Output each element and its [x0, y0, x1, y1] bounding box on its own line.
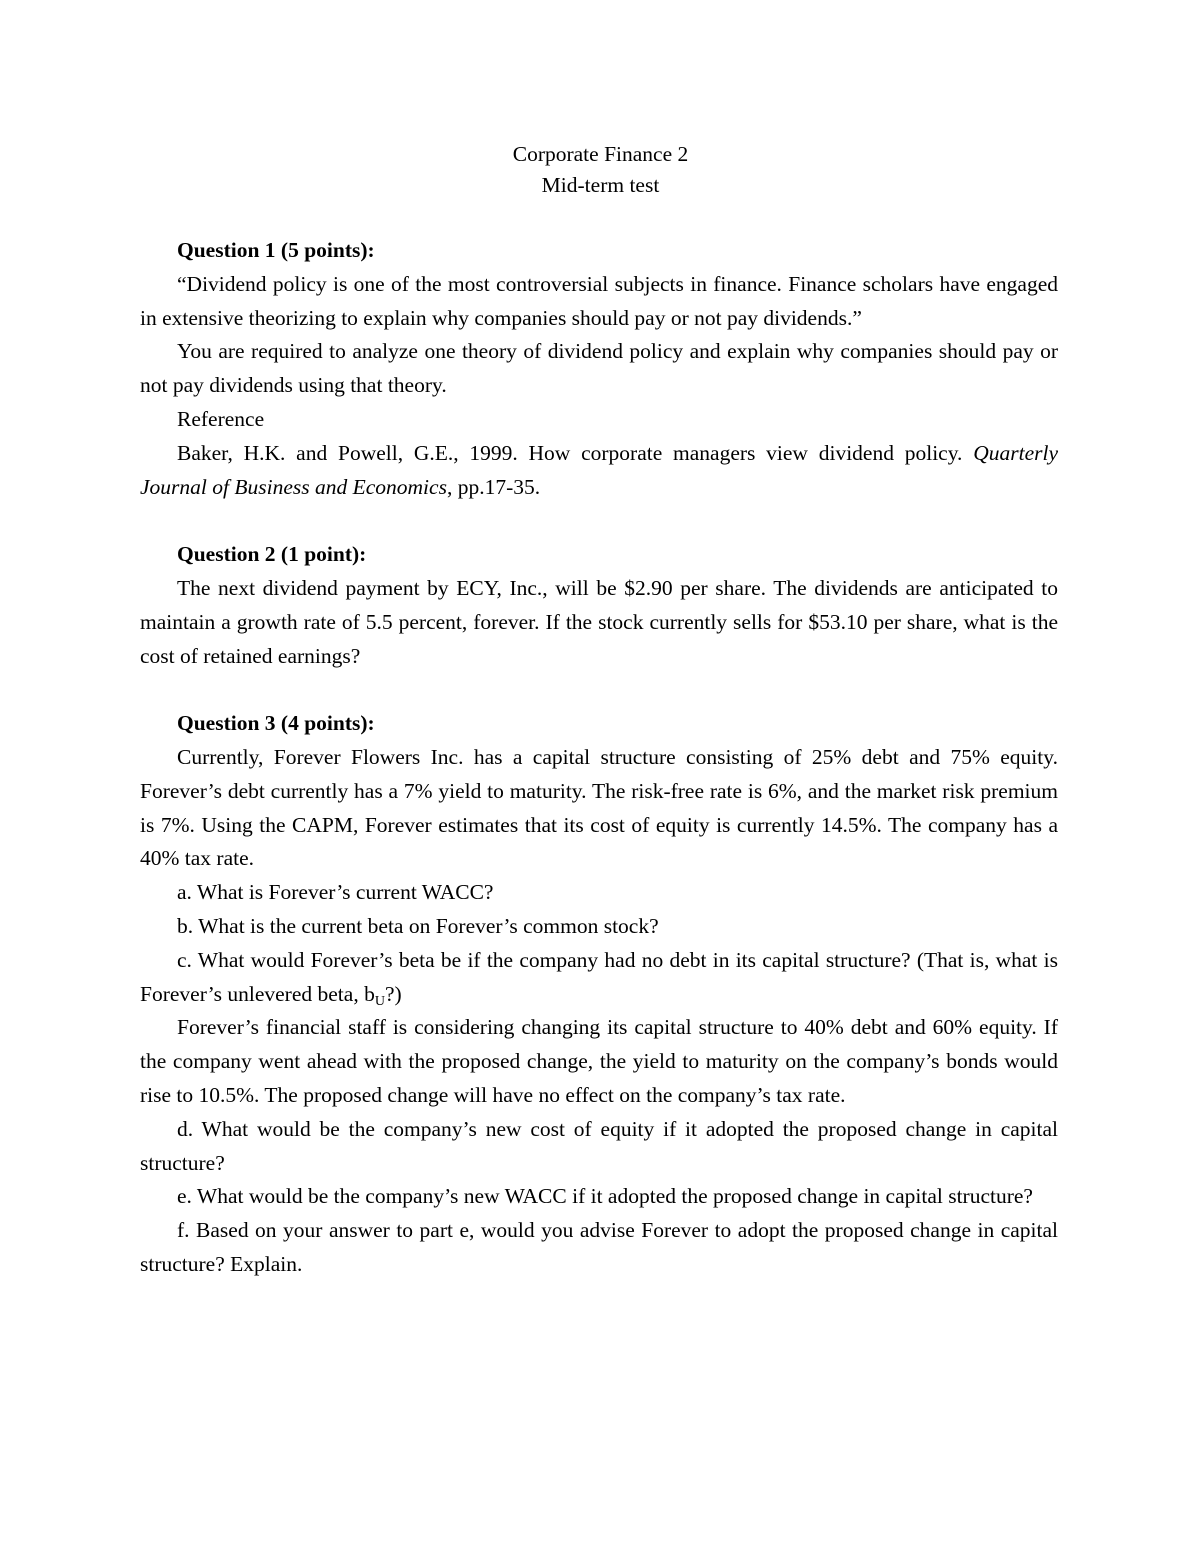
question-2-heading: Question 2 (1 point): [177, 542, 367, 567]
question-3-heading: Question 3 (4 points): [177, 711, 375, 736]
document-body [140, 234, 1058, 1282]
reference-citation [140, 437, 1058, 505]
question-2 [140, 538, 1058, 673]
course-title: Corporate Finance 2 [512, 142, 689, 166]
question-3-intro: Currently, Forever Flowers Inc. has a capital structure consisting of 25% debt and 75% equity. Forever’s debt currently has a 7% yield to maturity. The risk-free rate is 6%, and the market risk premium is 7%. Using the CAPM, Forever estimates that its cost of equity is currently 14.5%. The company has a 40% tax rate. [140, 744, 1058, 871]
reference-journal: Quarterly Journal of Business and Economics [140, 440, 1058, 499]
question-3-part-a: a. What is Forever’s current WACC? [177, 880, 494, 905]
question-2-text: The next dividend payment by ECY, Inc., will be $2.90 per share. The dividends are anticipated to maintain a growth rate of 5.5 percent, forever. If the stock currently sells for $53.10 per share, what is the cost of retained earnings? [140, 575, 1058, 668]
reference-authors: Baker, H.K. and Powell, G.E., 1999. How corporate managers view dividend policy. [177, 440, 974, 465]
part-c-text: c. What would Forever’s beta be if the company had no debt in its capital structure? (That is, what is Forever’s unlevered beta, b [140, 947, 1058, 1006]
question-3-proposed-change: Forever’s financial staff is considering changing its capital structure to 40% debt and 60% equity. If the company went ahead with the proposed change, the yield to maturity on the company’s bonds would rise to 10.5%. The proposed change will have no effect on the company’s tax rate. [140, 1015, 1058, 1107]
part-c-end: ?) [384, 981, 402, 1006]
reference-label: Reference [177, 406, 265, 431]
document-header [0, 139, 1200, 201]
question-3 [140, 707, 1058, 1282]
question-3-part-d: d. What would be the company’s new cost of equity if it adopted the proposed change in capital structure? [140, 1116, 1058, 1175]
question-3-part-e: e. What would be the company’s new WACC if it adopted the proposed change in capital structure? [177, 1184, 1033, 1209]
question-1 [140, 234, 1058, 504]
question-3-part-f: f. Based on your answer to part e, would you advise Forever to adopt the proposed change in capital structure? Explain. [140, 1218, 1058, 1276]
part-c-subscript: U [374, 993, 385, 1009]
question-1-task: You are required to analyze one theory of dividend policy and explain why companies should pay or not pay dividends using that theory. [140, 339, 1058, 398]
question-3-part-b: b. What is the current beta on Forever’s common stock? [177, 913, 659, 938]
question-3-part-c [140, 944, 1058, 1012]
test-title: Mid-term test [541, 173, 660, 197]
reference-pages: , pp.17-35. [446, 474, 541, 499]
question-1-quote: “Dividend policy is one of the most controversial subjects in finance. Finance scholars have engaged in extensive theorizing to explain why companies should pay or not pay dividends.” [140, 271, 1058, 330]
question-1-heading: Question 1 (5 points): [177, 238, 375, 262]
